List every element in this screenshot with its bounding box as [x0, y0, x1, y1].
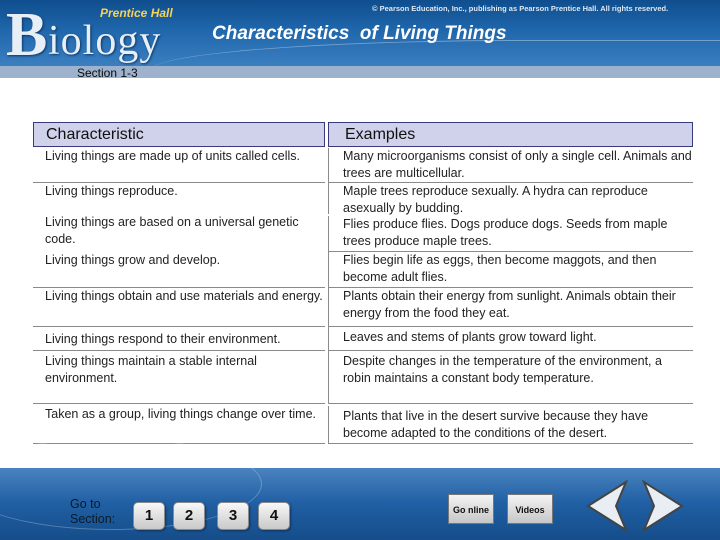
table-cell-example: Plants obtain their energy from sunlight. Animals obtain their energy from the food they eat. — [328, 288, 693, 327]
left-arrow-icon[interactable] — [582, 478, 630, 534]
section-2-button[interactable]: 2 — [173, 502, 205, 530]
right-arrow-icon[interactable] — [640, 478, 688, 534]
prev-arrow-shape — [582, 478, 630, 534]
table-cell-example: Many microorganisms consist of only a single cell. Animals and trees are multicellular. — [328, 148, 693, 183]
table-cell-example: Maple trees reproduce sexually. A hydra can reproduce asexually by budding. — [328, 183, 693, 214]
page-title: Characteristics of Living Things — [212, 23, 507, 44]
logo-publisher: Prentice Hall — [100, 6, 173, 20]
table-cell-example: Flies produce flies. Dogs produce dogs. Seeds from maple trees produce maple trees. — [328, 216, 693, 252]
logo-text: iology — [48, 18, 162, 64]
table-cell-characteristic: Living things obtain and use materials and energy. — [33, 288, 325, 327]
table-cell-characteristic: Living things maintain a stable internal environment. — [33, 351, 325, 404]
table-cell-characteristic: Living things are based on a universal genetic code. — [45, 215, 299, 246]
characteristics-table — [33, 122, 693, 444]
column-header-characteristic: Characteristic — [33, 122, 325, 147]
table-cell-example: Leaves and stems of plants grow toward light. — [328, 327, 693, 351]
header-banner — [0, 0, 720, 66]
go-online-button[interactable]: Go nline — [448, 494, 494, 524]
next-arrow-shape — [640, 478, 688, 534]
table-cell-example: Flies begin life as eggs, then become maggots, and then become adult flies. — [328, 252, 693, 288]
table-cell-example: Despite changes in the temperature of the environment, a robin maintains a constant body temperature. — [328, 351, 693, 404]
logo-letter: B — [6, 1, 48, 66]
table-cell-characteristic: Taken as a group, living things change over time. — [33, 406, 325, 444]
table-cell-example: Plants that live in the desert survive because they have become adapted to the conditions of the desert. — [328, 406, 693, 444]
videos-button[interactable]: Videos — [507, 494, 553, 524]
column-header-examples: Examples — [328, 122, 693, 147]
goto-section-label: Go to Section: — [70, 497, 116, 526]
table-cell-characteristic: Living things grow and develop. — [33, 252, 325, 288]
section-1-button[interactable]: 1 — [133, 502, 165, 530]
section-label: Section 1-3 — [77, 66, 138, 80]
section-3-button[interactable]: 3 — [217, 502, 249, 530]
table-cell-characteristic: Living things are made up of units called cells. — [33, 148, 325, 183]
copyright-notice: © Pearson Education, Inc., publishing as Pearson Prentice Hall. All rights reserved. — [372, 4, 669, 13]
table-cell-characteristic: Living things reproduce. — [45, 184, 178, 198]
table-cell-characteristic: Living things respond to their environment. — [33, 327, 325, 351]
section-4-button[interactable]: 4 — [258, 502, 290, 530]
